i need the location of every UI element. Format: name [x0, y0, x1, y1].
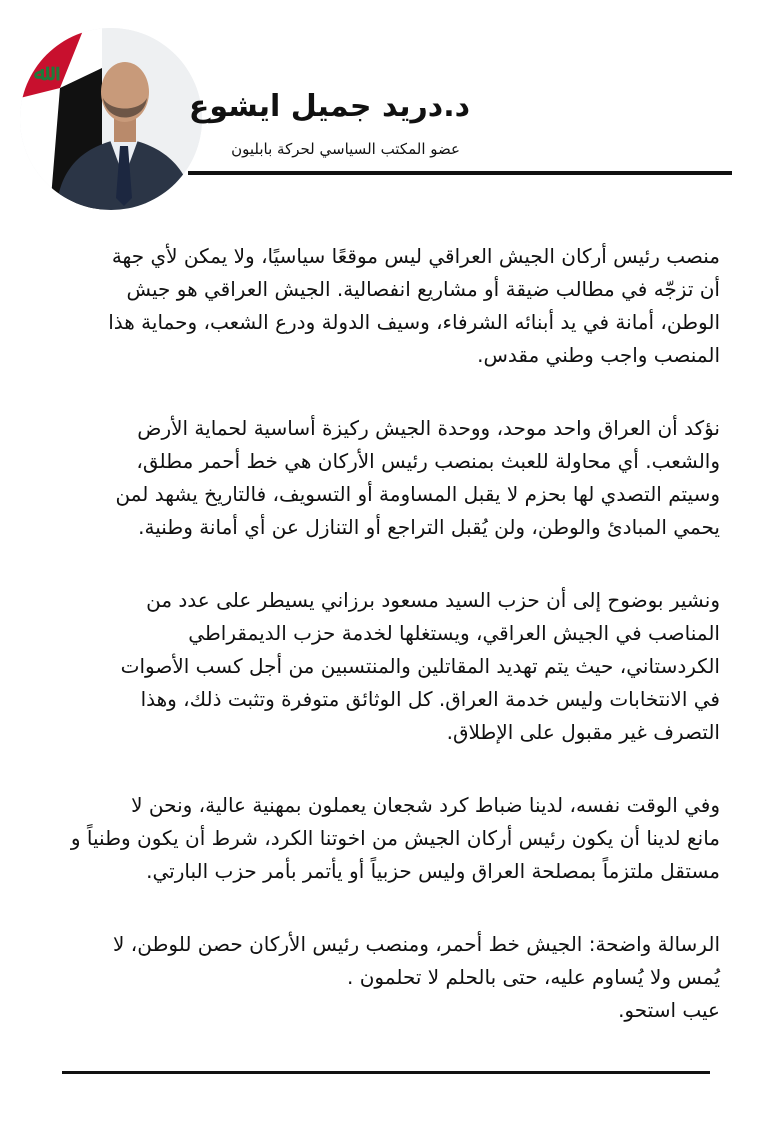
author-name: د.دريد جميل ايشوع — [188, 89, 470, 124]
statement-body — [48, 240, 720, 1027]
avatar — [20, 28, 202, 210]
author-role: عضو المكتب السياسي لحركة بابليون — [231, 140, 460, 158]
paragraph: ونشير بوضوح إلى أن حزب السيد مسعود برزاني يسيطر على عدد من المناصب في الجيش العراقي، ويستغلها لخدمة حزب الديمقراطي الكردستاني، حيث يتم تهديد المقاتلين والمنتسبين من أجل كسب الأصوات في الانتخابات وليس خدمة العراق. كل الوثائق متوفرة وتثبت ذلك، وهذا التصرف غير مقبول على الإطلاق. — [120, 588, 720, 744]
svg-text:ﷲ: ﷲ — [34, 61, 47, 86]
paragraph: منصب رئيس أركان الجيش العراقي ليس موقعًا سياسيًا، ولا يمكن لأي جهة أن تزجّه في مطالب ضيقة أو مشاريع انفصالية. الجيش العراقي هو جيش الوطن، أمانة في يد أبنائه الشرفاء، وسيف الدولة ودرع الشعب، وحماية هذا المنصب واجب وطني مقدس. — [108, 244, 720, 367]
paragraph: الرسالة واضحة: الجيش خط أحمر، ومنصب رئيس الأركان حصن للوطن، لا يُمس ولا يُساوم عليه، حتى بالحلم لا تحلمون . عيب استحو. — [113, 932, 720, 1022]
footer-divider — [62, 1071, 710, 1074]
paragraph: نؤكد أن العراق واحد موحد، ووحدة الجيش ركيزة أساسية لحماية الأرض والشعب. أي محاولة للعبث بمنصب رئيس الأركان هي خط أحمر مطلق، وسيتم التصدي لها بحزم لا يقبل المساومة أو التسويف، فالتاريخ يشهد لمن يحمي المبادئ والوطن، ولن يُقبل التراجع أو التنازل عن أي أمانة وطنية. — [115, 416, 720, 539]
paragraph: وفي الوقت نفسه، لدينا ضباط كرد شجعان يعملون بمهنية عالية، ونحن لا مانع لدينا أن يكون رئيس أركان الجيش من اخوتنا الكرد، شرط أن يكون وطنياً و مستقل ملتزماً بمصلحة العراق وليس حزبياً أو يأتمر بأمر حزب البارتي. — [70, 793, 720, 883]
person-portrait-icon — [20, 28, 202, 210]
header-divider — [188, 171, 732, 175]
